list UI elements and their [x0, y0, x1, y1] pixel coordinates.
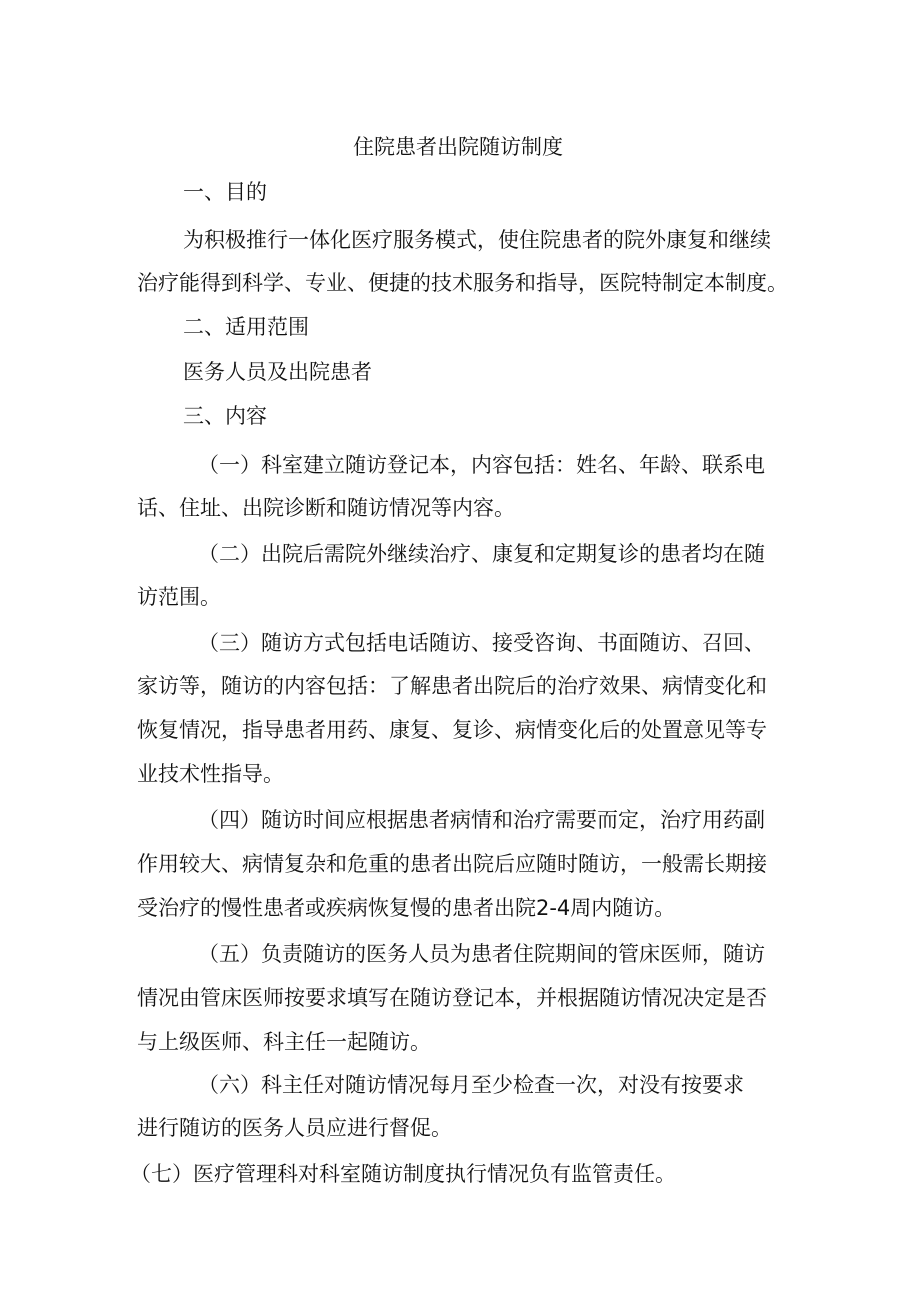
section-heading-purpose: 一、目的 [183, 180, 267, 204]
item-5-line-2: 情况由管床医师按要求填写在随访登记本，并根据随访情况决定是否 [137, 986, 767, 1010]
item-3-line-1: （三）随访方式包括电话随访、接受咨询、书面随访、召回、 [198, 631, 765, 655]
item-4-line-1: （四）随访时间应根据患者病情和治疗需要而定，治疗用药副 [198, 808, 765, 832]
item-6-line-2: 进行随访的医务人员应进行督促。 [137, 1116, 452, 1140]
item-7-line-1: （七）医疗管理科对科室随访制度执行情况负有监管责任。 [130, 1162, 676, 1186]
item-2-line-1: （二）出院后需院外继续治疗、康复和定期复诊的患者均在随 [198, 542, 765, 566]
item-4-line-2: 作用较大、病情复杂和危重的患者出院后应随时随访，一般需长期接 [137, 852, 767, 876]
item-3-line-2: 家访等，随访的内容包括：了解患者出院后的治疗效果、病情变化和 [137, 674, 767, 698]
purpose-text-line-2: 治疗能得到科学、专业、便捷的技术服务和指导，医院特制定本制度。 [137, 271, 788, 295]
purpose-text-line-1: 为积极推行一体化医疗服务模式，使住院患者的院外康复和继续 [183, 228, 771, 252]
item-1-line-2: 话、住址、出院诊断和随访情况等内容。 [137, 496, 515, 520]
item-2-line-2: 访范围。 [137, 585, 221, 609]
section-heading-scope: 二、适用范围 [183, 315, 309, 339]
section-heading-content: 三、内容 [183, 404, 267, 428]
item-5-line-1: （五）负责随访的医务人员为患者住院期间的管床医师，随访 [198, 942, 765, 966]
document-title: 住院患者出院随访制度 [353, 135, 563, 159]
item-3-line-4: 业技术性指导。 [137, 762, 284, 786]
item-3-line-3: 恢复情况，指导患者用药、康复、复诊、病情变化后的处置意见等专 [137, 718, 767, 742]
item-1-line-1: （一）科室建立随访登记本，内容包括：姓名、年龄、联系电 [198, 453, 765, 477]
item-4-line-3: 受治疗的慢性患者或疾病恢复慢的患者出院2-4周内随访。 [137, 896, 676, 920]
item-6-line-1: （六）科主任对随访情况每月至少检查一次，对没有按要求 [198, 1073, 744, 1097]
item-5-line-3: 与上级医师、科主任一起随访。 [137, 1030, 431, 1054]
scope-text: 医务人员及出院患者 [183, 360, 372, 384]
